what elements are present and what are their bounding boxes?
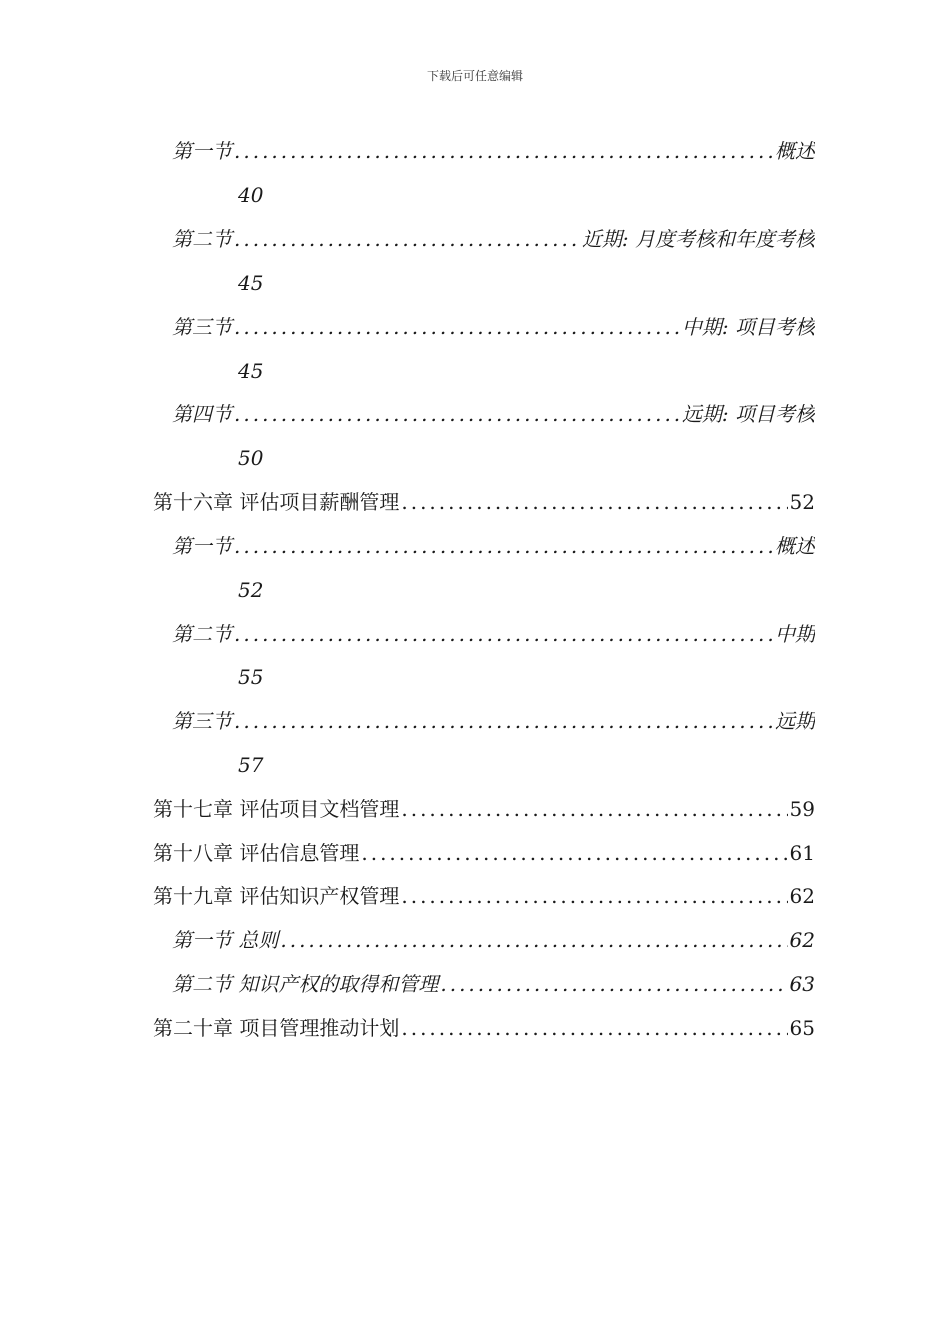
toc-leader-dots bbox=[234, 707, 773, 735]
toc-section-label: 第一节 总则 bbox=[172, 928, 279, 952]
toc-chapter-label: 第十六章 评估项目薪酬管理 bbox=[153, 490, 400, 514]
toc-leader-dots bbox=[234, 137, 773, 165]
page-header: 下载后可任意编辑 bbox=[426, 69, 523, 83]
toc-leader-dots bbox=[361, 839, 787, 867]
toc-page-number: 50 bbox=[238, 446, 264, 470]
toc-leader-dots bbox=[401, 882, 787, 910]
toc-page-number: 40 bbox=[238, 183, 264, 207]
toc-section-label: 第三节 bbox=[172, 709, 232, 733]
toc-page-number: 52 bbox=[789, 490, 815, 514]
toc-chapter-label: 第二十章 项目管理推动计划 bbox=[153, 1016, 400, 1040]
toc-chapter-label: 第十七章 评估项目文档管理 bbox=[153, 797, 400, 821]
toc-leader-dots bbox=[280, 926, 787, 954]
toc-entry-section[interactable] bbox=[172, 532, 815, 560]
toc-page-number: 52 bbox=[238, 578, 264, 602]
toc-leader-dots bbox=[234, 400, 680, 428]
toc-section-label: 第四节 bbox=[172, 402, 232, 426]
toc-section-label: 第二节 知识产权的取得和管理 bbox=[172, 972, 439, 996]
toc-entry-chapter[interactable] bbox=[153, 795, 815, 823]
toc-section-label: 第一节 bbox=[172, 139, 232, 163]
toc-entry-section[interactable] bbox=[172, 707, 815, 735]
toc-entry-chapter[interactable] bbox=[153, 882, 815, 910]
toc-section-title: 远期: 项目考核 bbox=[681, 402, 815, 426]
toc-section-label: 第二节 bbox=[172, 227, 232, 251]
toc-section-title: 中期: 项目考核 bbox=[681, 315, 815, 339]
toc-chapter-label: 第十八章 评估信息管理 bbox=[153, 841, 360, 865]
toc-entry-section[interactable] bbox=[172, 926, 815, 954]
toc-page-number: 59 bbox=[789, 797, 815, 821]
toc-page-number: 61 bbox=[789, 841, 815, 865]
toc-entry-section[interactable] bbox=[172, 620, 815, 648]
toc-page-number: 45 bbox=[238, 359, 264, 383]
toc-section-title: 远期 bbox=[775, 709, 815, 733]
toc-leader-dots bbox=[234, 620, 773, 648]
toc-leader-dots bbox=[234, 532, 773, 560]
toc-section-title: 概述 bbox=[775, 534, 815, 558]
toc-section-label: 第一节 bbox=[172, 534, 232, 558]
toc-entry-chapter[interactable] bbox=[153, 839, 815, 867]
toc-entry-chapter[interactable] bbox=[153, 488, 815, 516]
toc-leader-dots bbox=[401, 1014, 787, 1042]
toc-chapter-label: 第十九章 评估知识产权管理 bbox=[153, 884, 400, 908]
toc-page-number: 62 bbox=[789, 928, 815, 952]
toc-entry-section[interactable] bbox=[172, 225, 815, 253]
toc-leader-dots bbox=[401, 488, 787, 516]
toc-page-number: 65 bbox=[789, 1016, 815, 1040]
toc-page-number: 63 bbox=[789, 972, 815, 996]
toc-entry-section[interactable] bbox=[172, 313, 815, 341]
toc-page-number: 55 bbox=[238, 665, 264, 689]
toc-leader-dots bbox=[234, 313, 680, 341]
toc-entry-section[interactable] bbox=[172, 400, 815, 428]
toc-page-number: 57 bbox=[238, 753, 264, 777]
toc-leader-dots bbox=[234, 225, 580, 253]
toc-leader-dots bbox=[440, 970, 787, 998]
toc-section-title: 中期 bbox=[775, 622, 815, 646]
toc-section-title: 概述 bbox=[775, 139, 815, 163]
toc-leader-dots bbox=[401, 795, 787, 823]
toc-section-label: 第三节 bbox=[172, 315, 232, 339]
toc-entry-chapter[interactable] bbox=[153, 1014, 815, 1042]
toc-entry-section[interactable] bbox=[172, 137, 815, 165]
toc-page-number: 62 bbox=[789, 884, 815, 908]
toc-section-title: 近期: 月度考核和年度考核 bbox=[581, 227, 815, 251]
toc-page-number: 45 bbox=[238, 271, 264, 295]
toc-section-label: 第二节 bbox=[172, 622, 232, 646]
toc-entry-section[interactable] bbox=[172, 970, 815, 998]
